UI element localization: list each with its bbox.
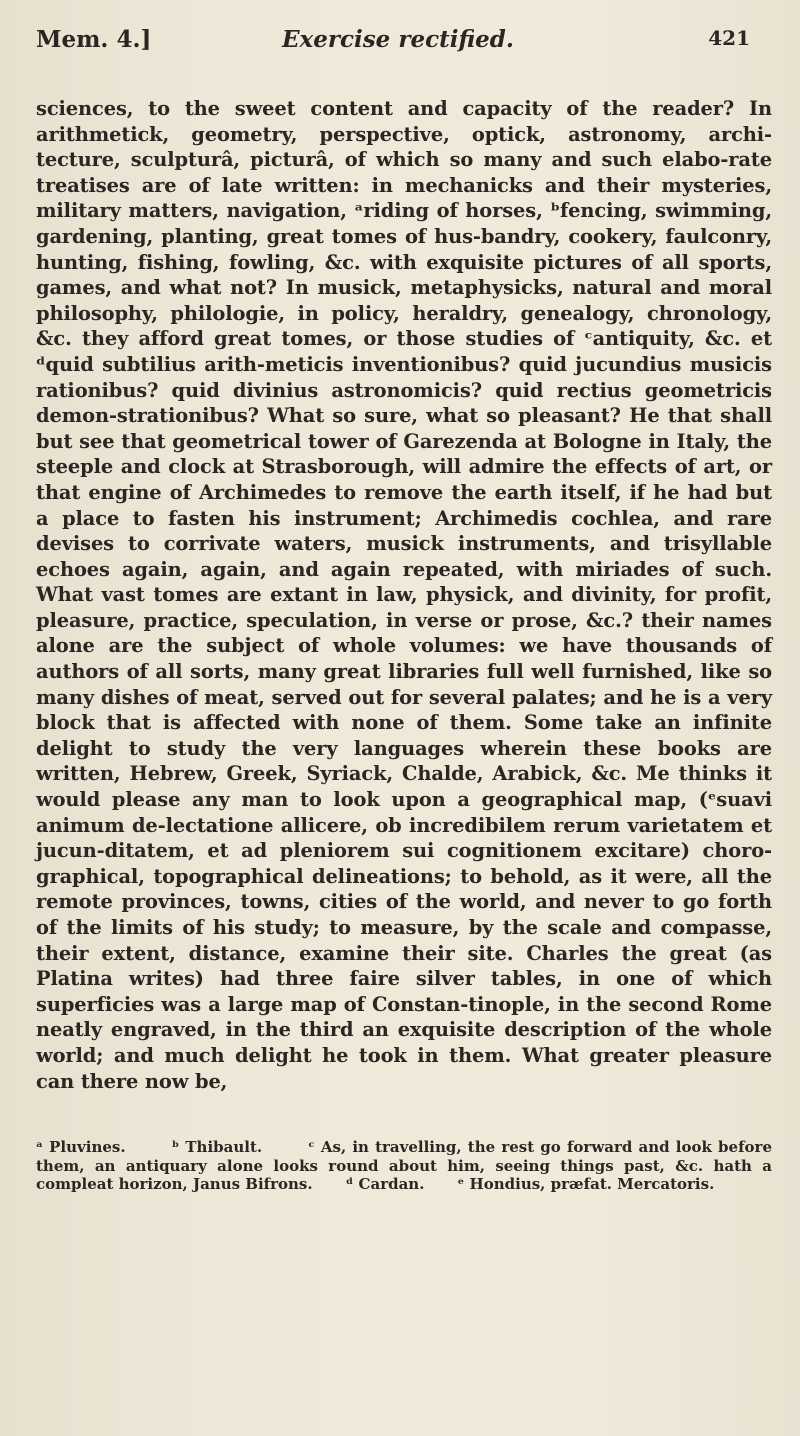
footnote-d: ᵈ Cardan. (345, 1175, 425, 1194)
footnote-e: ᵉ Hondius, præfat. Mercatoris. (457, 1175, 715, 1194)
footnotes (36, 1138, 772, 1194)
footnote-b: ᵇ Thibault. (171, 1138, 263, 1157)
body-paragraph: sciences, to the sweet content and capacity of the reader? In arithmetick, geometry, perspective, optick, astronomy, archi-tecture, sculpturâ, picturâ, of which so many and such elabo-rate treatises are of late written: in mechanicks and their mysteries, military matters, navigation, ᵃriding of horses, ᵇfencing, swimming, gardening, planting, great tomes of hus-bandry, cookery, faulconry, hunting, fishing, fowling, &c. with exquisite pictures of all sports, games, and what not? In musick, metaphysicks, natural and moral philosophy, philologie, in policy, heraldry, genealogy, chronology, &c. they afford great tomes, or those studies of ᶜantiquity, &c. et ᵈquid subtilius arith-meticis inventionibus? quid jucundius musicis rationibus? quid divinius astronomicis? quid rectius geometricis demon-strationibus? What so sure, what so pleasant? He that shall but see that geometrical tower of Garezenda at Bologne in Italy, the steeple and clock at Strasborough, will admire the effects of art, or that engine of Archimedes to remove the earth itself, if he had but a place to fasten his instrument; Archimedis cochlea, and rare devises to corrivate waters, musick instruments, and trisyllable echoes again, again, and again repeated, with miriades of such. What vast tomes are extant in law, physick, and divinity, for profit, pleasure, practice, speculation, in verse or prose, &c.? their names alone are the subject of whole volumes: we have thousands of authors of all sorts, many great libraries full well furnished, like so many dishes of meat, served out for several palates; and he is a very block that is affected with none of them. Some take an infinite delight to study the very languages wherein these books are written, Hebrew, Greek, Syriack, Chalde, Arabick, &c. Me thinks it would please any man to look upon a geographical map, (ᵉsuavi animum de-lectatione allicere, ob incredibilem rerum varietatem et jucun-ditatem, et ad pleniorem sui cognitionem excitare) choro-graphical, topographical delineations; to behold, as it were, all the remote provinces, towns, cities of the world, and never to go forth of the limits of his study; to measure, by the scale and compasse, their extent, distance, examine their site. Charles the great (as Platina writes) had three faire silver tables, in one of which superficies was a large map of Constan-tinople, in the second Rome neatly engraved, in the third an exquisite description of the whole world; and much delight he took in them. What greater pleasure can there now be, (36, 97, 772, 1093)
page-number: 421 (708, 26, 750, 50)
running-header (36, 26, 772, 66)
section-title: Exercise rectified. (282, 26, 514, 53)
running-title: Mem. 4.] (36, 26, 152, 53)
footnote-c: ᶜ As, in travelling, the rest go forward and look before them, an antiquary alone looks round about him, seeing things past, &c. hath a compleat horizon, Janus Bifrons. (36, 1138, 772, 1194)
footnote-a: ᵃ Pluvines. (36, 1138, 126, 1157)
